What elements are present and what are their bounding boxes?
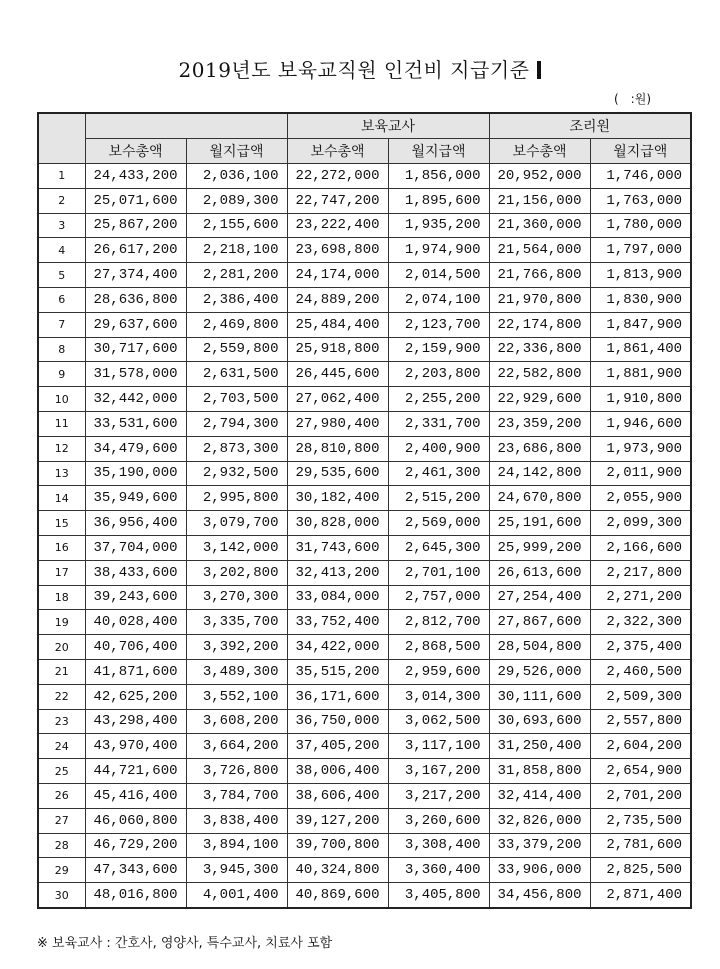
step-number-cell: 28: [38, 833, 85, 858]
amount-cell: 40,324,800: [287, 858, 388, 883]
step-number-cell: 24: [38, 734, 85, 759]
amount-cell: 22,174,800: [489, 312, 590, 337]
amount-cell: 23,698,800: [287, 238, 388, 263]
amount-cell: 3,142,000: [186, 535, 287, 560]
amount-cell: 2,014,500: [388, 263, 489, 288]
amount-cell: 3,014,300: [388, 684, 489, 709]
table-row: [38, 436, 691, 461]
amount-cell: 1,847,900: [590, 312, 691, 337]
amount-cell: 21,970,800: [489, 287, 590, 312]
amount-cell: 29,637,600: [85, 312, 186, 337]
amount-cell: 27,062,400: [287, 387, 388, 412]
group-header-1: [85, 113, 287, 139]
amount-cell: 2,569,000: [388, 511, 489, 536]
step-number-cell: 29: [38, 858, 85, 883]
amount-cell: 3,405,800: [388, 883, 489, 908]
group-header-2: 보육교사: [287, 113, 489, 139]
amount-cell: 2,089,300: [186, 188, 287, 213]
amount-cell: 2,604,200: [590, 734, 691, 759]
step-number-cell: 16: [38, 535, 85, 560]
amount-cell: 3,894,100: [186, 833, 287, 858]
amount-cell: 33,906,000: [489, 858, 590, 883]
amount-cell: 23,222,400: [287, 213, 388, 238]
amount-cell: 2,557,800: [590, 709, 691, 734]
step-number-cell: 5: [38, 263, 85, 288]
table-row: [38, 585, 691, 610]
amount-cell: 32,414,400: [489, 783, 590, 808]
amount-cell: 2,812,700: [388, 610, 489, 635]
amount-cell: 34,456,800: [489, 883, 590, 908]
group-header-3: 조리원: [489, 113, 691, 139]
amount-cell: 2,055,900: [590, 486, 691, 511]
amount-cell: 34,422,000: [287, 635, 388, 660]
amount-cell: 1,935,200: [388, 213, 489, 238]
salary-table: [37, 112, 692, 909]
amount-cell: 39,127,200: [287, 808, 388, 833]
amount-cell: 3,838,400: [186, 808, 287, 833]
table-row: [38, 411, 691, 436]
amount-cell: 2,515,200: [388, 486, 489, 511]
amount-cell: 31,578,000: [85, 362, 186, 387]
table-row: [38, 486, 691, 511]
step-number-cell: 18: [38, 585, 85, 610]
amount-cell: 44,721,600: [85, 759, 186, 784]
amount-cell: 28,810,800: [287, 436, 388, 461]
amount-cell: 46,060,800: [85, 808, 186, 833]
amount-cell: 29,535,600: [287, 461, 388, 486]
table-row: [38, 833, 691, 858]
amount-cell: 3,217,200: [388, 783, 489, 808]
amount-cell: 3,079,700: [186, 511, 287, 536]
amount-cell: 38,606,400: [287, 783, 388, 808]
table-row: [38, 188, 691, 213]
amount-cell: 27,980,400: [287, 411, 388, 436]
amount-cell: 30,828,000: [287, 511, 388, 536]
amount-cell: 2,794,300: [186, 411, 287, 436]
amount-cell: 30,693,600: [489, 709, 590, 734]
table-row: [38, 560, 691, 585]
amount-cell: 2,654,900: [590, 759, 691, 784]
amount-cell: 1,974,900: [388, 238, 489, 263]
table-row: [38, 709, 691, 734]
amount-cell: 43,298,400: [85, 709, 186, 734]
amount-cell: 24,174,000: [287, 263, 388, 288]
step-number-cell: 7: [38, 312, 85, 337]
table-row: [38, 783, 691, 808]
amount-cell: 1,861,400: [590, 337, 691, 362]
amount-cell: 2,375,400: [590, 635, 691, 660]
footnote: ※ 보육교사 : 간호사, 영양사, 특수교사, 치료사 포함: [37, 936, 333, 951]
amount-cell: 1,813,900: [590, 263, 691, 288]
amount-cell: 40,706,400: [85, 635, 186, 660]
amount-cell: 2,559,800: [186, 337, 287, 362]
amount-cell: 2,271,200: [590, 585, 691, 610]
amount-cell: 2,701,200: [590, 783, 691, 808]
amount-cell: 22,272,000: [287, 164, 388, 189]
table-row: [38, 337, 691, 362]
step-number-cell: 9: [38, 362, 85, 387]
amount-cell: 28,636,800: [85, 287, 186, 312]
amount-cell: 1,780,000: [590, 213, 691, 238]
amount-cell: 39,243,600: [85, 585, 186, 610]
step-number-cell: 11: [38, 411, 85, 436]
subheader: 보수총액: [489, 139, 590, 164]
amount-cell: 42,625,200: [85, 684, 186, 709]
amount-cell: 1,763,000: [590, 188, 691, 213]
amount-cell: 25,191,600: [489, 511, 590, 536]
amount-cell: 2,735,500: [590, 808, 691, 833]
amount-cell: 3,260,600: [388, 808, 489, 833]
step-number-cell: 12: [38, 436, 85, 461]
amount-cell: 2,703,500: [186, 387, 287, 412]
amount-cell: 2,322,300: [590, 610, 691, 635]
amount-cell: 45,416,400: [85, 783, 186, 808]
step-number-cell: 10: [38, 387, 85, 412]
step-number-cell: 20: [38, 635, 85, 660]
amount-cell: 3,360,400: [388, 858, 489, 883]
amount-cell: 22,747,200: [287, 188, 388, 213]
amount-cell: 35,190,000: [85, 461, 186, 486]
amount-cell: 32,442,000: [85, 387, 186, 412]
amount-cell: 47,343,600: [85, 858, 186, 883]
amount-cell: 2,011,900: [590, 461, 691, 486]
amount-cell: 43,970,400: [85, 734, 186, 759]
amount-cell: 3,270,300: [186, 585, 287, 610]
subheader: 월지급액: [186, 139, 287, 164]
amount-cell: 2,166,600: [590, 535, 691, 560]
subheader: 보수총액: [287, 139, 388, 164]
amount-cell: 1,856,000: [388, 164, 489, 189]
amount-cell: 37,405,200: [287, 734, 388, 759]
amount-cell: 2,995,800: [186, 486, 287, 511]
step-number-cell: 1: [38, 164, 85, 189]
amount-cell: 22,336,800: [489, 337, 590, 362]
subheader: 월지급액: [388, 139, 489, 164]
amount-cell: 1,797,000: [590, 238, 691, 263]
amount-cell: 25,071,600: [85, 188, 186, 213]
step-number-cell: 13: [38, 461, 85, 486]
step-number-cell: 3: [38, 213, 85, 238]
amount-cell: 33,752,400: [287, 610, 388, 635]
amount-cell: 3,335,700: [186, 610, 287, 635]
amount-cell: 25,999,200: [489, 535, 590, 560]
amount-cell: 40,028,400: [85, 610, 186, 635]
amount-cell: 3,552,100: [186, 684, 287, 709]
step-number-cell: 2: [38, 188, 85, 213]
amount-cell: 3,308,400: [388, 833, 489, 858]
amount-cell: 2,036,100: [186, 164, 287, 189]
amount-cell: 2,871,400: [590, 883, 691, 908]
amount-cell: 31,743,600: [287, 535, 388, 560]
table-row: [38, 213, 691, 238]
table-row: [38, 734, 691, 759]
amount-cell: 4,001,400: [186, 883, 287, 908]
amount-cell: 32,826,000: [489, 808, 590, 833]
amount-cell: 2,400,900: [388, 436, 489, 461]
step-number-cell: 21: [38, 659, 85, 684]
table-row: [38, 461, 691, 486]
amount-cell: 26,617,200: [85, 238, 186, 263]
amount-cell: 2,932,500: [186, 461, 287, 486]
title-marker: [537, 61, 541, 79]
step-number-cell: 15: [38, 511, 85, 536]
amount-cell: 23,359,200: [489, 411, 590, 436]
amount-cell: 3,392,200: [186, 635, 287, 660]
amount-cell: 46,729,200: [85, 833, 186, 858]
amount-cell: 33,531,600: [85, 411, 186, 436]
step-number-cell: 26: [38, 783, 85, 808]
amount-cell: 28,504,800: [489, 635, 590, 660]
amount-cell: 2,218,100: [186, 238, 287, 263]
table-row: [38, 684, 691, 709]
amount-cell: 21,564,000: [489, 238, 590, 263]
amount-cell: 2,509,300: [590, 684, 691, 709]
amount-cell: 21,360,000: [489, 213, 590, 238]
step-number-cell: 8: [38, 337, 85, 362]
amount-cell: 21,766,800: [489, 263, 590, 288]
amount-cell: 38,006,400: [287, 759, 388, 784]
amount-cell: 35,949,600: [85, 486, 186, 511]
amount-cell: 1,830,900: [590, 287, 691, 312]
amount-cell: 37,704,000: [85, 535, 186, 560]
amount-cell: 3,489,300: [186, 659, 287, 684]
table-row: [38, 511, 691, 536]
table-row: [38, 387, 691, 412]
amount-cell: 23,686,800: [489, 436, 590, 461]
amount-cell: 36,956,400: [85, 511, 186, 536]
amount-cell: 2,701,100: [388, 560, 489, 585]
table-row: [38, 263, 691, 288]
amount-cell: 2,868,500: [388, 635, 489, 660]
amount-cell: 3,726,800: [186, 759, 287, 784]
amount-cell: 2,281,200: [186, 263, 287, 288]
amount-cell: 2,645,300: [388, 535, 489, 560]
amount-cell: 1,746,000: [590, 164, 691, 189]
table-row: [38, 858, 691, 883]
amount-cell: 2,825,500: [590, 858, 691, 883]
amount-cell: 27,374,400: [85, 263, 186, 288]
amount-cell: 27,867,600: [489, 610, 590, 635]
amount-cell: 1,946,600: [590, 411, 691, 436]
amount-cell: 21,156,000: [489, 188, 590, 213]
table-row: [38, 164, 691, 189]
amount-cell: 22,582,800: [489, 362, 590, 387]
amount-cell: 36,171,600: [287, 684, 388, 709]
amount-cell: 3,784,700: [186, 783, 287, 808]
amount-cell: 40,869,600: [287, 883, 388, 908]
amount-cell: 2,159,900: [388, 337, 489, 362]
step-number-cell: 27: [38, 808, 85, 833]
table-row: [38, 312, 691, 337]
amount-cell: 29,526,000: [489, 659, 590, 684]
amount-cell: 3,062,500: [388, 709, 489, 734]
step-header: [38, 113, 85, 164]
amount-cell: 3,167,200: [388, 759, 489, 784]
step-number-cell: 17: [38, 560, 85, 585]
subheader: 월지급액: [590, 139, 691, 164]
amount-cell: 31,858,800: [489, 759, 590, 784]
amount-cell: 1,973,900: [590, 436, 691, 461]
table-row: [38, 238, 691, 263]
step-number-cell: 22: [38, 684, 85, 709]
amount-cell: 3,202,800: [186, 560, 287, 585]
step-number-cell: 23: [38, 709, 85, 734]
amount-cell: 30,111,600: [489, 684, 590, 709]
table-row: [38, 659, 691, 684]
amount-cell: 22,929,600: [489, 387, 590, 412]
amount-cell: 2,099,300: [590, 511, 691, 536]
amount-cell: 2,469,800: [186, 312, 287, 337]
amount-cell: 20,952,000: [489, 164, 590, 189]
table-row: [38, 808, 691, 833]
step-number-cell: 6: [38, 287, 85, 312]
amount-cell: 48,016,800: [85, 883, 186, 908]
amount-cell: 2,461,300: [388, 461, 489, 486]
group-header-row: [38, 113, 691, 139]
amount-cell: 24,142,800: [489, 461, 590, 486]
amount-cell: 25,484,400: [287, 312, 388, 337]
amount-cell: 25,867,200: [85, 213, 186, 238]
amount-cell: 2,873,300: [186, 436, 287, 461]
amount-cell: 33,379,200: [489, 833, 590, 858]
amount-cell: 2,123,700: [388, 312, 489, 337]
amount-cell: 2,255,200: [388, 387, 489, 412]
amount-cell: 3,608,200: [186, 709, 287, 734]
table-row: [38, 362, 691, 387]
amount-cell: 30,717,600: [85, 337, 186, 362]
amount-cell: 2,757,000: [388, 585, 489, 610]
amount-cell: 26,445,600: [287, 362, 388, 387]
table-row: [38, 610, 691, 635]
table-row: [38, 635, 691, 660]
page-title: [0, 54, 720, 83]
amount-cell: 3,117,100: [388, 734, 489, 759]
step-number-cell: 14: [38, 486, 85, 511]
step-number-cell: 25: [38, 759, 85, 784]
amount-cell: 24,889,200: [287, 287, 388, 312]
amount-cell: 24,670,800: [489, 486, 590, 511]
amount-cell: 1,910,800: [590, 387, 691, 412]
amount-cell: 2,217,800: [590, 560, 691, 585]
amount-cell: 2,203,800: [388, 362, 489, 387]
table-body: [38, 164, 691, 908]
amount-cell: 2,074,100: [388, 287, 489, 312]
amount-cell: 2,460,500: [590, 659, 691, 684]
amount-cell: 33,084,000: [287, 585, 388, 610]
unit-label: ( :원): [614, 92, 651, 106]
sub-header-row: [38, 139, 691, 164]
amount-cell: 32,413,200: [287, 560, 388, 585]
amount-cell: 3,945,300: [186, 858, 287, 883]
amount-cell: 31,250,400: [489, 734, 590, 759]
page-title-text: 2019년도 보육교직원 인건비 지급기준: [178, 58, 530, 82]
amount-cell: 36,750,000: [287, 709, 388, 734]
step-number-cell: 4: [38, 238, 85, 263]
step-number-cell: 19: [38, 610, 85, 635]
table-row: [38, 535, 691, 560]
amount-cell: 1,895,600: [388, 188, 489, 213]
amount-cell: 2,386,400: [186, 287, 287, 312]
amount-cell: 41,871,600: [85, 659, 186, 684]
table-row: [38, 883, 691, 908]
table-row: [38, 759, 691, 784]
amount-cell: 2,959,600: [388, 659, 489, 684]
amount-cell: 3,664,200: [186, 734, 287, 759]
amount-cell: 2,331,700: [388, 411, 489, 436]
amount-cell: 2,155,600: [186, 213, 287, 238]
subheader: 보수총액: [85, 139, 186, 164]
amount-cell: 2,631,500: [186, 362, 287, 387]
step-number-cell: 30: [38, 883, 85, 908]
amount-cell: 39,700,800: [287, 833, 388, 858]
amount-cell: 24,433,200: [85, 164, 186, 189]
table-row: [38, 287, 691, 312]
amount-cell: 38,433,600: [85, 560, 186, 585]
amount-cell: 27,254,400: [489, 585, 590, 610]
amount-cell: 34,479,600: [85, 436, 186, 461]
amount-cell: 2,781,600: [590, 833, 691, 858]
amount-cell: 1,881,900: [590, 362, 691, 387]
amount-cell: 35,515,200: [287, 659, 388, 684]
amount-cell: 25,918,800: [287, 337, 388, 362]
amount-cell: 26,613,600: [489, 560, 590, 585]
amount-cell: 30,182,400: [287, 486, 388, 511]
